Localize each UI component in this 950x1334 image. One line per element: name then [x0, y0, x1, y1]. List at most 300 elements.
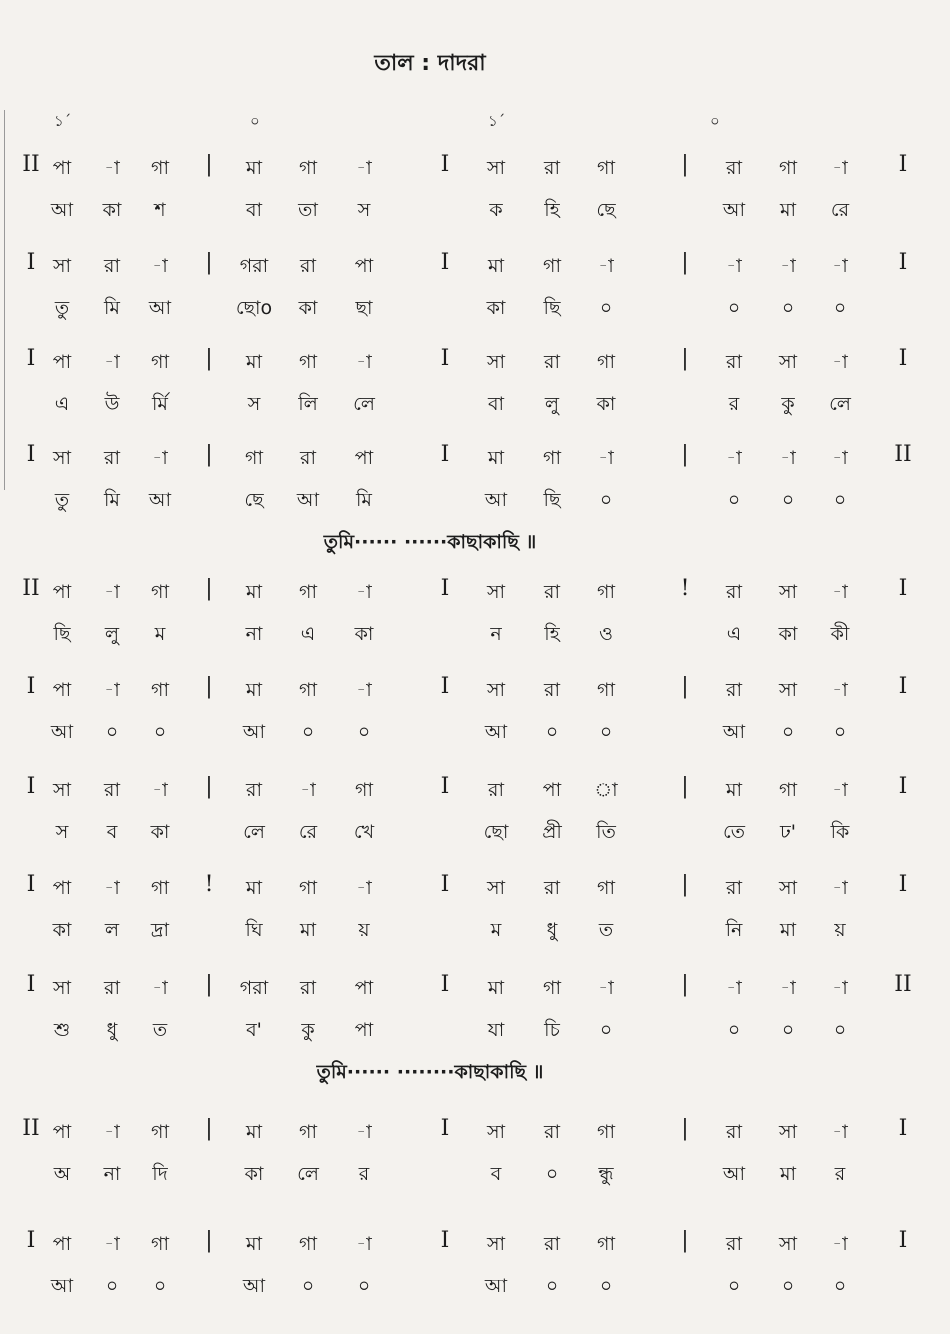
lyric-syllable: ধু: [106, 1019, 118, 1041]
lyric-syllable: কী: [830, 623, 850, 645]
swar-note: সা: [486, 877, 506, 899]
lyric-syllable: রে: [298, 821, 318, 843]
swar-note: -া: [356, 877, 372, 899]
lyric-syllable: আ: [296, 489, 320, 511]
notation-line: [0, 572, 950, 652]
swar-note: গা: [543, 447, 561, 469]
bar-line: I: [26, 674, 36, 699]
bar-line: |: [205, 1116, 213, 1141]
lyric-syllable: ০: [833, 1275, 847, 1297]
swar-note: মা: [487, 977, 505, 999]
bar-line: |: [681, 774, 689, 799]
lyric-syllable: তু: [54, 489, 70, 511]
lyric-syllable: ও: [599, 623, 613, 645]
swar-note: গা: [151, 157, 169, 179]
swar-note: -া: [832, 1233, 848, 1255]
swar-note: -া: [104, 581, 120, 603]
notation-line: [0, 148, 950, 228]
swar-note: রা: [246, 779, 262, 801]
swar-note: -া: [152, 447, 168, 469]
bar-line: I: [440, 1116, 450, 1141]
lyric-syllable: এ: [726, 623, 742, 645]
lyric-syllable: ০: [781, 1019, 795, 1041]
swar-note: গা: [151, 1121, 169, 1143]
bar-line: |: [205, 972, 213, 997]
lyric-syllable: তু: [54, 297, 70, 319]
lyric-syllable: ০: [301, 721, 315, 743]
swar-note: পা: [52, 581, 72, 603]
swar-note: সা: [486, 157, 506, 179]
swar-note: সা: [486, 581, 506, 603]
bar-line: |: [681, 442, 689, 467]
swar-note: -া: [104, 1233, 120, 1255]
swar-note: গা: [597, 877, 615, 899]
swar-note: গা: [779, 157, 797, 179]
swar-note: মা: [245, 1233, 263, 1255]
lyric-syllable: ছো: [483, 821, 509, 843]
lyric-syllable: র্মি: [152, 393, 168, 415]
lyric-syllable: ০: [545, 721, 559, 743]
swar-note: সা: [778, 581, 798, 603]
lyric-syllable: ছা: [355, 297, 373, 319]
lyric-syllable: র: [728, 393, 740, 415]
swar-note: গা: [779, 779, 797, 801]
lyric-syllable: উ: [104, 393, 120, 415]
lyric-syllable: আ: [242, 721, 266, 743]
lyric-syllable: রে: [830, 199, 850, 221]
swar-note: গা: [597, 157, 615, 179]
lyric-syllable: কি: [830, 821, 850, 843]
lyric-syllable: আ: [722, 199, 746, 221]
notation-line: [0, 1112, 950, 1192]
lyric-syllable: এ: [300, 623, 316, 645]
swar-note: সা: [52, 447, 72, 469]
swar-note: সা: [52, 977, 72, 999]
swar-note: -া: [832, 255, 848, 277]
lyric-syllable: কা: [102, 199, 122, 221]
swar-note: -া: [598, 255, 614, 277]
swar-note: -া: [598, 447, 614, 469]
bar-line: |: [681, 872, 689, 897]
lyric-syllable: কা: [244, 1163, 264, 1185]
lyric-syllable: লি: [298, 393, 318, 415]
lyric-syllable: ছি: [543, 297, 561, 319]
bar-line: I: [898, 250, 908, 275]
swar-note: রা: [544, 877, 560, 899]
bar-line: I: [26, 774, 36, 799]
lyric-syllable: ০: [727, 1019, 741, 1041]
bar-line: I: [440, 972, 450, 997]
swar-note: মা: [245, 877, 263, 899]
lyric-syllable: কা: [778, 623, 798, 645]
swar-note: -া: [780, 977, 796, 999]
bar-line: II: [894, 442, 912, 467]
swar-note: গা: [299, 581, 317, 603]
bar-line: |: [681, 152, 689, 177]
swar-note: সা: [778, 877, 798, 899]
lyric-syllable: কা: [150, 821, 170, 843]
swar-note: রা: [104, 447, 120, 469]
beat-mark: ০: [710, 112, 720, 130]
lyric-syllable: কু: [781, 393, 795, 415]
lyric-syllable: আ: [50, 721, 74, 743]
swar-note: গা: [597, 1233, 615, 1255]
swar-note: -া: [832, 779, 848, 801]
bar-line: |: [205, 774, 213, 799]
lyric-syllable: না: [103, 1163, 121, 1185]
bar-line: |: [681, 250, 689, 275]
lyric-syllable: মি: [104, 489, 120, 511]
lyric-syllable: ০: [105, 1275, 119, 1297]
swar-note: গা: [151, 581, 169, 603]
swar-note: গা: [299, 877, 317, 899]
swar-note: রা: [104, 255, 120, 277]
swar-note: রা: [544, 1233, 560, 1255]
swar-note: পা: [542, 779, 562, 801]
swar-note: -া: [726, 255, 742, 277]
bar-line: II: [22, 1116, 40, 1141]
lyric-syllable: বা: [245, 199, 263, 221]
lyric-syllable: ০: [833, 489, 847, 511]
swar-note: সা: [486, 1121, 506, 1143]
lyric-syllable: ০: [153, 721, 167, 743]
lyric-syllable: আ: [50, 1275, 74, 1297]
notation-line: [0, 670, 950, 750]
swar-note: পা: [354, 977, 374, 999]
bar-line: |: [205, 152, 213, 177]
lyric-syllable: আ: [722, 721, 746, 743]
lyric-syllable: যা: [487, 1019, 505, 1041]
lyric-syllable: ল: [104, 919, 120, 941]
bar-line: |: [205, 674, 213, 699]
lyric-syllable: ০: [545, 1163, 559, 1185]
lyric-syllable: লে: [297, 1163, 319, 1185]
lyric-syllable: ০: [599, 1275, 613, 1297]
swar-note: সা: [778, 351, 798, 373]
swar-note: মা: [245, 679, 263, 701]
lyric-syllable: ০: [301, 1275, 315, 1297]
bar-line: I: [26, 346, 36, 371]
bar-line: |: [681, 1228, 689, 1253]
swar-note: মা: [245, 157, 263, 179]
lyric-syllable: হি: [544, 199, 560, 221]
lyric-syllable: ধু: [546, 919, 558, 941]
lyric-syllable: ম: [490, 919, 502, 941]
lyric-syllable: ঘি: [245, 919, 263, 941]
swar-note: রা: [104, 977, 120, 999]
swar-note: -া: [832, 351, 848, 373]
lyric-syllable: ০: [781, 721, 795, 743]
lyric-syllable: ব': [246, 1019, 262, 1041]
swar-note: পা: [52, 1121, 72, 1143]
lyric-syllable: ম: [154, 623, 166, 645]
lyric-syllable: মা: [779, 919, 797, 941]
lyric-syllable: কা: [298, 297, 318, 319]
bar-line: I: [26, 442, 36, 467]
bar-line: II: [22, 152, 40, 177]
lyric-syllable: কা: [486, 297, 506, 319]
lyric-syllable: তে: [723, 821, 745, 843]
lyric-syllable: ০: [727, 1275, 741, 1297]
lyric-syllable: ০: [357, 721, 371, 743]
swar-note: -া: [780, 447, 796, 469]
swar-note: -া: [832, 157, 848, 179]
lyric-syllable: ছোo: [235, 297, 273, 319]
bar-line: I: [440, 576, 450, 601]
lyric-syllable: মি: [104, 297, 120, 319]
bar-line: I: [898, 1228, 908, 1253]
swar-note: রা: [544, 351, 560, 373]
swar-note: পা: [52, 679, 72, 701]
lyric-syllable: ০: [599, 297, 613, 319]
swar-note: -া: [832, 447, 848, 469]
swar-note: -া: [104, 877, 120, 899]
bar-line: |: [681, 1116, 689, 1141]
swar-note: রা: [300, 447, 316, 469]
bar-line: I: [26, 250, 36, 275]
beat-mark: ১´: [54, 112, 72, 130]
bar-line: II: [22, 576, 40, 601]
swar-note: রা: [544, 679, 560, 701]
swar-note: -া: [300, 779, 316, 801]
swar-note: -া: [780, 255, 796, 277]
lyric-syllable: ০: [781, 297, 795, 319]
lyric-syllable: ০: [599, 489, 613, 511]
swar-note: া: [594, 779, 618, 801]
swar-note: সা: [778, 1233, 798, 1255]
lyric-syllable: ছে: [596, 199, 616, 221]
swar-note: গা: [597, 1121, 615, 1143]
swar-note: গা: [543, 255, 561, 277]
lyric-syllable: ০: [781, 1275, 795, 1297]
bar-line: |: [205, 250, 213, 275]
swar-note: রা: [726, 351, 742, 373]
swar-note: গা: [299, 1233, 317, 1255]
bar-line: |: [205, 576, 213, 601]
swar-note: গা: [299, 157, 317, 179]
swar-note: সা: [778, 1121, 798, 1143]
notation-line: [0, 770, 950, 850]
bar-line: !: [204, 872, 214, 897]
swar-note: রা: [488, 779, 504, 801]
lyric-syllable: লু: [104, 623, 120, 645]
swar-note: মা: [245, 351, 263, 373]
lyric-syllable: চি: [544, 1019, 560, 1041]
beat-mark: ০: [250, 112, 260, 130]
swar-note: রা: [726, 1233, 742, 1255]
lyric-syllable: ০: [153, 1275, 167, 1297]
swar-note: গা: [151, 1233, 169, 1255]
lyric-syllable: লে: [353, 393, 375, 415]
swar-note: -া: [152, 779, 168, 801]
swar-note: -া: [832, 977, 848, 999]
lyric-syllable: র: [358, 1163, 370, 1185]
lyric-syllable: দ্রা: [150, 919, 170, 941]
bar-line: I: [898, 346, 908, 371]
lyric-syllable: কু: [301, 1019, 315, 1041]
notation-line: [0, 1224, 950, 1304]
lyric-syllable: ০: [599, 721, 613, 743]
swar-note: -া: [832, 581, 848, 603]
bar-line: I: [898, 152, 908, 177]
lyric-syllable: নি: [725, 919, 743, 941]
lyric-syllable: খে: [353, 821, 375, 843]
lyric-syllable: কা: [52, 919, 72, 941]
lyric-syllable: মা: [779, 199, 797, 221]
swar-note: সা: [486, 351, 506, 373]
swar-note: গরা: [239, 977, 269, 999]
lyric-syllable: ০: [781, 489, 795, 511]
lyric-syllable: য়: [358, 919, 370, 941]
lyric-syllable: ০: [833, 1019, 847, 1041]
lyric-syllable: তা: [298, 199, 318, 221]
lyric-syllable: ০: [833, 721, 847, 743]
bar-line: I: [440, 774, 450, 799]
lyric-syllable: ০: [727, 489, 741, 511]
swar-note: সা: [486, 679, 506, 701]
lyric-syllable: ত: [152, 1019, 168, 1041]
swar-note: গা: [597, 679, 615, 701]
swar-note: রা: [544, 157, 560, 179]
swar-note: গা: [299, 1121, 317, 1143]
lyric-syllable: ০: [599, 1019, 613, 1041]
swar-note: সা: [778, 679, 798, 701]
swar-note: রা: [300, 255, 316, 277]
swar-note: মা: [245, 1121, 263, 1143]
bar-line: |: [205, 442, 213, 467]
lyric-syllable: প্রী: [542, 821, 562, 843]
swar-note: -া: [104, 351, 120, 373]
lyric-syllable: আ: [148, 489, 172, 511]
lyric-syllable: কা: [596, 393, 616, 415]
swar-note: মা: [487, 255, 505, 277]
lyric-syllable: ০: [545, 1275, 559, 1297]
bar-line: I: [440, 674, 450, 699]
bar-line: I: [26, 872, 36, 897]
swar-note: -া: [832, 679, 848, 701]
lyric-syllable: ছে: [244, 489, 264, 511]
bar-line: |: [681, 674, 689, 699]
lyric-syllable: তি: [596, 821, 616, 843]
swar-note: রা: [544, 1121, 560, 1143]
bar-line: I: [440, 250, 450, 275]
lyric-syllable: ব: [490, 1163, 502, 1185]
swar-note: সা: [52, 779, 72, 801]
lyric-syllable: শু: [53, 1019, 71, 1041]
bar-line: I: [440, 872, 450, 897]
lyric-syllable: আ: [722, 1163, 746, 1185]
swar-note: গা: [299, 679, 317, 701]
swar-note: মা: [245, 581, 263, 603]
swar-note: পা: [52, 351, 72, 373]
lyric-syllable: ০: [833, 297, 847, 319]
swar-note: পা: [354, 447, 374, 469]
lyric-syllable: লে: [829, 393, 851, 415]
swar-note: -া: [832, 877, 848, 899]
swar-note: -া: [152, 977, 168, 999]
swar-note: সা: [486, 1233, 506, 1255]
swar-note: -া: [152, 255, 168, 277]
lyric-syllable: ব: [106, 821, 118, 843]
lyric-syllable: ত: [598, 919, 614, 941]
lyric-syllable: ঢ': [780, 821, 796, 843]
bar-line: I: [898, 774, 908, 799]
swar-note: -া: [356, 1233, 372, 1255]
bar-line: I: [898, 1116, 908, 1141]
lyric-syllable: স: [55, 821, 69, 843]
swar-note: মা: [725, 779, 743, 801]
swar-note: -া: [104, 157, 120, 179]
swar-note: -া: [832, 1121, 848, 1143]
swar-note: পা: [354, 255, 374, 277]
lyric-syllable: কা: [354, 623, 374, 645]
swar-note: -া: [104, 1121, 120, 1143]
lyric-syllable: দি: [152, 1163, 168, 1185]
lyric-syllable: য়: [834, 919, 846, 941]
lyric-syllable: ছি: [53, 623, 71, 645]
swar-note: গা: [151, 877, 169, 899]
lyric-syllable: ক: [489, 199, 503, 221]
swar-note: -া: [598, 977, 614, 999]
notation-line: [0, 438, 950, 518]
swar-note: পা: [52, 1233, 72, 1255]
lyric-syllable: ছি: [543, 489, 561, 511]
bar-line: I: [26, 972, 36, 997]
swar-note: গরা: [239, 255, 269, 277]
lyric-syllable: ন: [490, 623, 502, 645]
lyric-syllable: ন্ধু: [598, 1163, 614, 1185]
refrain-line: তুমি······ ······কাছাকাছি ॥: [323, 531, 537, 553]
bar-line: I: [898, 576, 908, 601]
swar-note: সা: [52, 255, 72, 277]
swar-note: -া: [356, 351, 372, 373]
swar-note: রা: [726, 679, 742, 701]
swar-note: রা: [726, 877, 742, 899]
swar-note: -া: [726, 447, 742, 469]
lyric-syllable: পা: [354, 1019, 374, 1041]
lyric-syllable: শ: [154, 199, 166, 221]
lyric-syllable: মা: [299, 919, 317, 941]
swar-note: -া: [356, 157, 372, 179]
lyric-syllable: অ: [53, 1163, 71, 1185]
lyric-syllable: আ: [148, 297, 172, 319]
lyric-syllable: না: [245, 623, 263, 645]
bar-line: !: [680, 576, 690, 601]
swar-note: -া: [726, 977, 742, 999]
lyric-syllable: লে: [243, 821, 265, 843]
lyric-syllable: ০: [727, 297, 741, 319]
lyric-syllable: ০: [357, 1275, 371, 1297]
lyric-syllable: হি: [544, 623, 560, 645]
beat-markers: [0, 110, 950, 140]
notation-line: [0, 868, 950, 948]
bar-line: I: [26, 1228, 36, 1253]
swar-note: পা: [52, 877, 72, 899]
lyric-syllable: আ: [484, 721, 508, 743]
bar-line: |: [205, 346, 213, 371]
bar-line: I: [440, 152, 450, 177]
swar-note: -া: [104, 679, 120, 701]
swar-note: রা: [544, 581, 560, 603]
swar-note: -া: [356, 581, 372, 603]
notation-line: [0, 246, 950, 326]
bar-line: I: [440, 346, 450, 371]
lyric-syllable: স: [247, 393, 261, 415]
lyric-syllable: ০: [105, 721, 119, 743]
swar-note: গা: [355, 779, 373, 801]
lyric-syllable: মি: [356, 489, 372, 511]
lyric-syllable: আ: [242, 1275, 266, 1297]
